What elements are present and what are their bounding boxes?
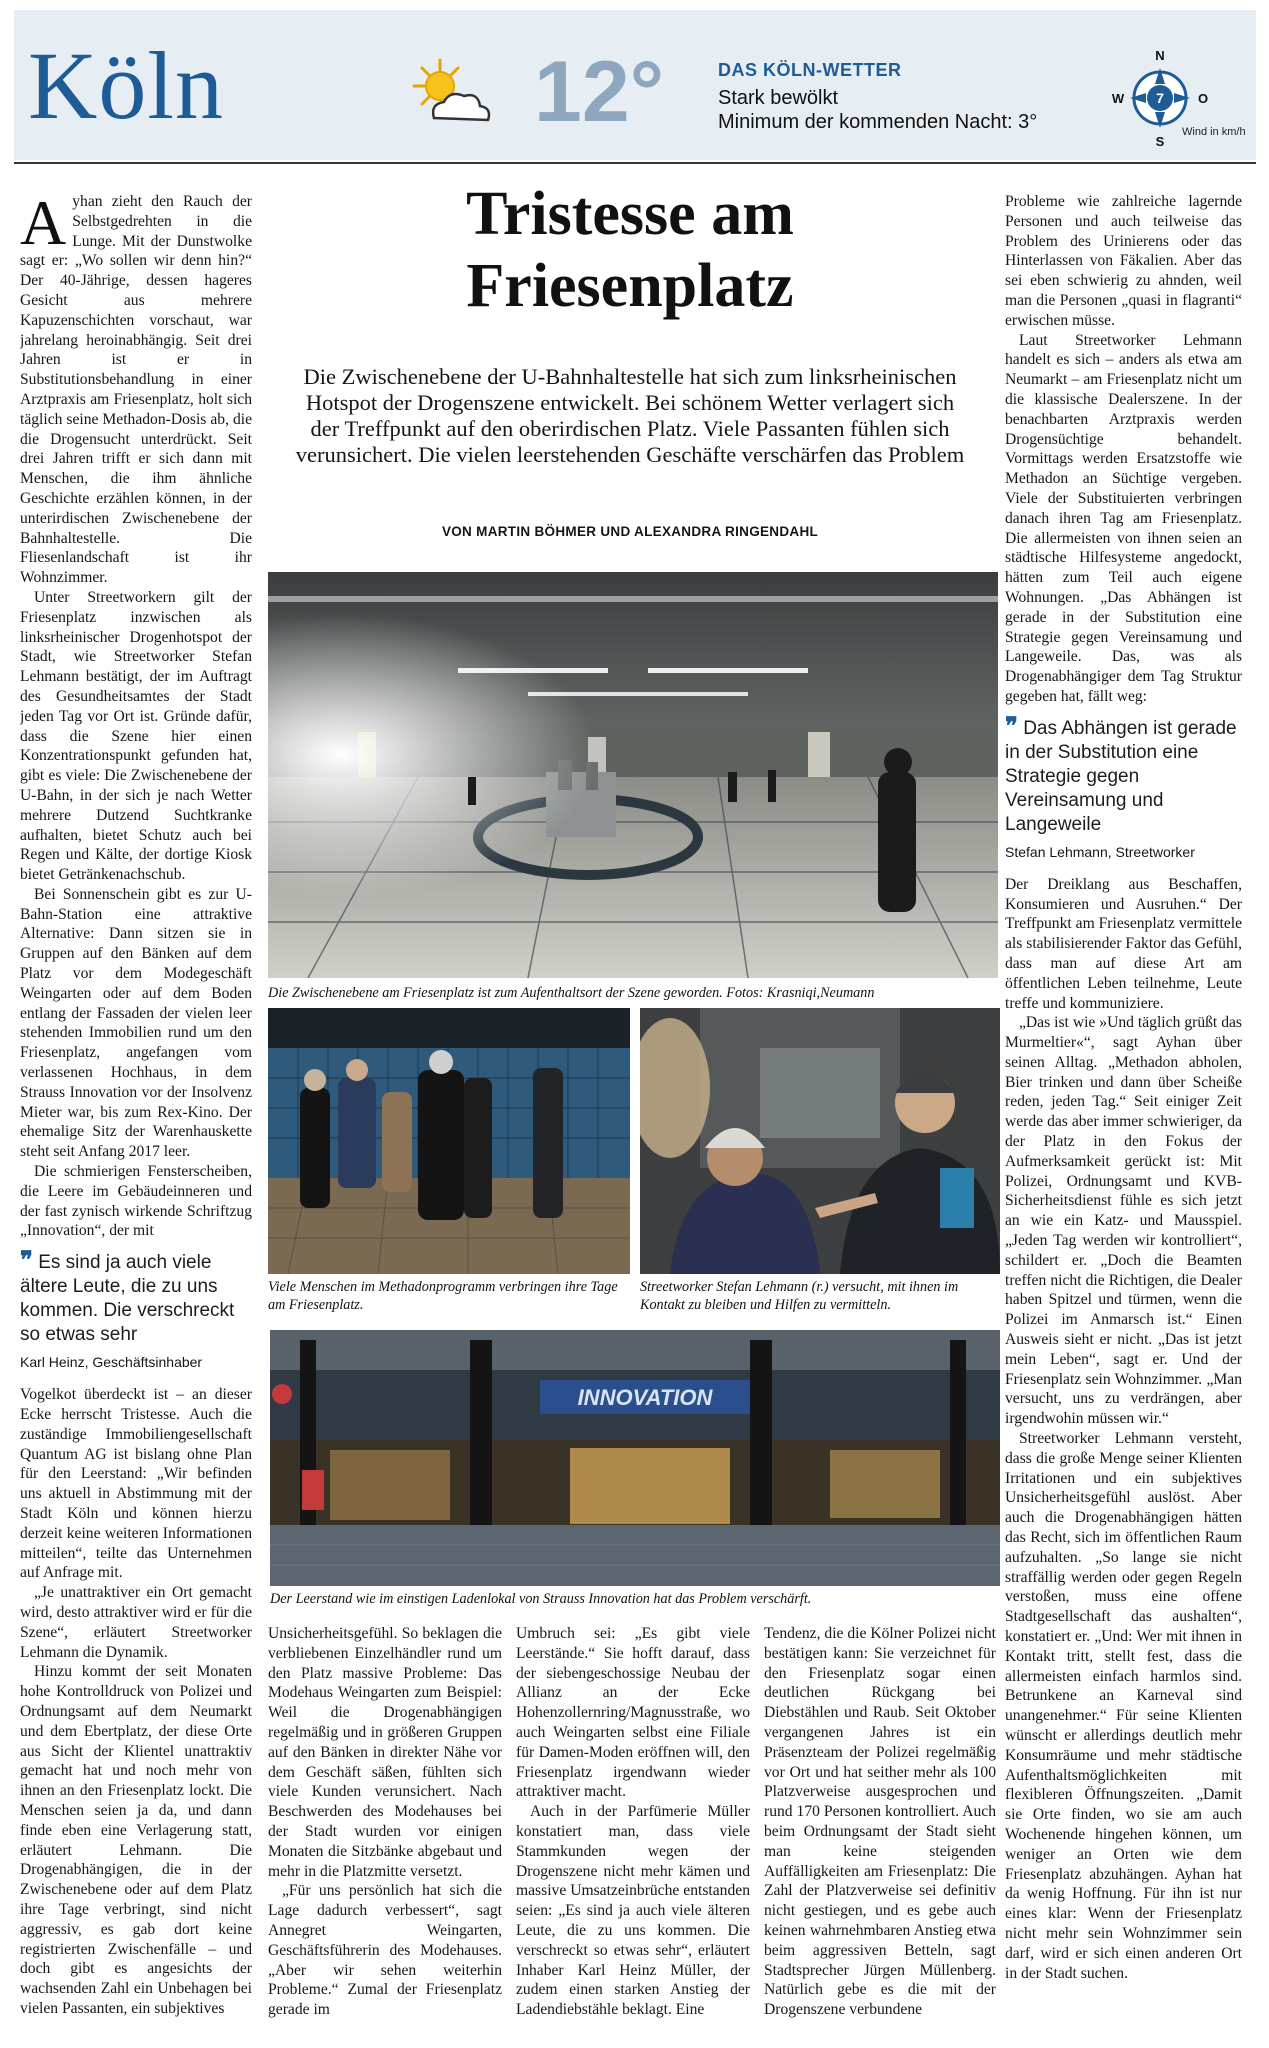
weather-header xyxy=(14,10,1256,160)
paragraph: Auch in der Parfümerie Müller konstatiert man, dass viele Stammkunden wegen der Drogenszene nicht mehr kämen und massive Umsatzeinbrüche entstanden seien: „Es sind ja auch viele älteren Leute, die zu uns kommen. Die verschreckt so etwas sehr“, erläutert Inhaber Karl Heinz Müller, der zudem einen starken Anstieg der Ladendiebstähle beklagt. Eine xyxy=(516,1803,750,2019)
night-minimum: Minimum der kommenden Nacht: 3° xyxy=(718,111,1038,133)
paragraph: „Je unattraktiver ein Ort gemacht wird, desto attraktiver wird er für die Szene“, erläutert Streetworker Lehmann die Dynamik. xyxy=(20,1584,252,1661)
pull-quote-source: Karl Heinz, Geschäftsinhaber xyxy=(20,1354,203,1371)
paragraph: Die schmierigen Fensterscheiben, die Leere im Gebäudeinneren und der fast zynisch wirkende Schriftzug „Innovation“, der mit xyxy=(20,1163,252,1240)
header-rule xyxy=(14,162,1256,164)
photo-caption-2: Viele Menschen im Methadonprogramm verbringen ihre Tage am Friesenplatz. xyxy=(268,1279,618,1313)
paragraph: Unsicherheitsgefühl. So beklagen die verbliebenen Einzelhändler rund um den Platz massive Probleme: Das Modehaus Weingarten zum Beispiel: Weil die Drogenabhängigen regelmäßig und in größeren Gruppen auf den Bänken in direkter Nähe vor dem Geschäft säßen, fühlten sich viele Kunden verunsichert. Nach Beschwerden des Modehauses bei der Stadt wurden vor einigen Monaten die Sitzbänke abgebaut und mehr in die Platzmitte versetzt. xyxy=(268,1625,502,1880)
section-title: Köln xyxy=(28,32,224,139)
article-column-2 xyxy=(1005,192,1242,2040)
compass-n: N xyxy=(1155,48,1165,63)
paragraph: Probleme wie zahlreiche lagernde Personen und auch teilweise das Problem des Urinierens oder das Hinterlassen von Fäkalien. Aber das sei eben schwierig zu ahnden, weil man die Personen „quasi in flagranti“ erwischen müsse. xyxy=(1005,193,1242,329)
pull-quote-text: Das Abhängen ist gerade in der Substitution eine Strategie gegen Vereinsamung und Langeweile xyxy=(1005,717,1237,835)
photo-group xyxy=(268,1008,630,1274)
wind-unit: Wind in km/h xyxy=(1182,126,1246,138)
paragraph: Streetworker Lehmann versteht, dass die große Menge seiner Klienten Irritationen und ein subjektives Unsicherheitsgefühl auslöst. Aber auch die Drogenabhängigen hätten das Recht, sich im öffentlichen Raum aufzuhalten. „So lange sie nicht straffällig werden oder gegen Regeln verstoßen, muss eine offene Stadtgesellschaft das aushalten“, konstatiert er. „Und: Wer mit ihnen in Kontakt tritt, stellt fest, dass die allermeisten einfach harmlos sind. Betrunkene an Karneval sind unangenehmer.“ Für seine Klienten wünscht er allerdings deutlich mehr Konsumräume und mehr städtische Aufenthaltsmöglichkeiten mit flexibleren Öffnungszeiten. „Damit sie Orte finden, wo sie am auch Wochenende hingehen können, um weniger an Orten wie dem Friesenplatz abzuhängen. Ayhan hat da wenig Hoffnung. Für ihn ist nur eines klar: Wenn der Friesenplatz nicht mehr sein Wohnzimmer sein darf, wird er sich einen anderen Ort in der Stadt suchen. xyxy=(1005,1430,1242,1982)
drop-cap: A xyxy=(20,192,67,258)
paragraph: Tendenz, die die Kölner Polizei nicht bestätigen kann: Sie verzeichnet für den Friesenplatz sogar einen deutlichen Rückgang bei Diebstählen und Raub. Seit Oktober vergangenen Jahres ist ein Präsenzteam der Polizei regelmäßig vor Ort und hat seither mehr als 100 Platzverweise ausgesprochen und rund 170 Personen kontrolliert. Auch beim Ordnungsamt der Stadt sieht man keine steigenden Auffälligkeiten am Friesenplatz: Die Zahl der Platzverweise sei definitiv nicht gestiegen, und es gebe auch keinen wahrnehmbaren Anstieg etwa beim aggressiven Betteln, sagt Stadtsprecher Jürgen Müllenberg. Natürlich gebe es die mit der Drogenszene verbundene xyxy=(764,1625,996,2019)
article-column-5 xyxy=(764,1624,996,2040)
pull-quote-text: Es sind ja auch viele ältere Leute, die zu uns kommen. Die verschreckt so etwas sehr xyxy=(20,1252,235,1346)
paragraph: Der Dreiklang aus Beschaffen, Konsumieren und Ausruhen.“ Der Treffpunkt am Friesenplatz vermittele als stabilisierender Faktor das Gefühl, dass man auf diese Art am öffentlichen Leben teilnehme, Leute treffe und kommuniziere. xyxy=(1005,875,1242,1012)
article-headline xyxy=(268,178,992,322)
photo-caption-3: Streetworker Stefan Lehmann (r.) versucht, mit ihnen im Kontakt zu bleiben und Hilfen zu vermitteln. xyxy=(640,1279,959,1313)
pull-quote xyxy=(1005,715,1242,837)
photo-zwischenebene xyxy=(268,572,998,978)
pull-quote xyxy=(20,1249,252,1347)
photo-caption-1: Die Zwischenebene am Friesenplatz ist zum Aufenthaltsort der Szene geworden. Fotos: Krasniqi,Neumann xyxy=(268,985,875,1001)
photo-caption-4: Der Leerstand wie im einstigen Ladenlokal von Strauss Innovation hat das Problem verschärft. xyxy=(270,1591,812,1607)
paragraph xyxy=(20,192,252,588)
temperature: 12° xyxy=(534,44,665,140)
headline-line-1: Tristesse am xyxy=(466,180,794,248)
paragraph: Vogelkot überdeckt ist – an dieser Ecke herrscht Tristesse. Auch die zuständige Immobiliengesellschaft Quantum AG ist bislang ohne Plan für den Leerstand: „Wir befinden uns aktuell in Abstimmung mit der Stadt Köln und können hierzu derzeit keine weiteren Informationen mitteilen“, teilte das Unternehmen auf Anfrage mit. xyxy=(20,1386,252,1582)
photo-storefront xyxy=(270,1330,1000,1586)
quote-mark-icon: ❞ xyxy=(20,1248,33,1275)
quote-mark-icon: ❞ xyxy=(1005,713,1018,740)
wind-speed: 7 xyxy=(1156,90,1164,106)
byline: VON MARTIN BÖHMER UND ALEXANDRA RINGENDAHL xyxy=(441,524,819,539)
weather-title: DAS KÖLN-WETTER xyxy=(718,60,902,80)
paragraph-text: yhan zieht den Rauch der Selbstgedrehten in die Lunge. Mit der Dunstwolke sagt er: „Wo sollen wir denn hin?“ Der 40-Jährige, dessen hageres Gesicht aus mehrere Kapuzenschichten vorschaut, war jahrelang heroinabhängig. Seit drei Jahren ist er in Substitutionsbehandlung in einer Arztpraxis am Friesenplatz, holt sich täglich seine Methadon-Dosis ab, die die Drogensucht unterdrückt. Seit drei Jahren trifft er sich dann mit Menschen, die ihm ähnliche Geschichte erzählen können, in der unterirdischen Zwischenebene der Bahnhaltestelle. Die Fliesenlandschaft ist ihr Wohnzimmer. xyxy=(20,193,252,587)
compass-s: S xyxy=(1155,134,1165,148)
article-column-1 xyxy=(20,192,252,2040)
article-column-3 xyxy=(268,1624,502,2040)
sun-cloud-icon xyxy=(400,56,494,134)
paragraph: Hinzu kommt der seit Monaten hohe Kontrolldruck von Polizei und Ordnungsamt auf dem Neumarkt und dem Ebertplatz, der diese Orte aus Sicht der Klientel unattraktiv gemacht hat und noch mehr von ihnen an den Friesenplatz lockt. Die Menschen seien ja da, und dann finde eben eine Verlagerung statt, erläutert Lehmann. Die Drogenabhängigen, die in der Zwischenebene oder auf dem Platz ihre Tage verbringt, sind nicht aggressiv, es gab dort keine registrierten Zwischenfälle – und doch gibt es angesichts der wachsenden Zahl ein Unbehagen bei vielen Passanten, ein subjektives xyxy=(20,1663,252,2017)
compass-w: W xyxy=(1111,91,1125,106)
compass-o: O xyxy=(1197,91,1209,106)
paragraph: Laut Streetworker Lehmann handelt es sich – anders als etwa am Neumarkt – am Friesenplatz nicht um die klassische Dealerszene. In der benachbarten Arztpraxis werden Drogensüchtige behandelt. Vormittags werden Ersatzstoffe wie Methadon an Süchtige vergeben. Viele der Substituierten verbringen danach ihren Tag am Friesenplatz. Die allermeisten von ihnen seien an städtische Hilfesysteme angedockt, hätten zum Teil auch eigene Wohnungen. „Das Abhängen ist gerade in der Substitution eine Strategie gegen Vereinsamung und Langeweile. Das, was als Drogenabhängiger dem Tag Struktur gegeben hat, fällt weg: xyxy=(1005,331,1242,705)
paragraph: „Das ist wie »Und täglich grüßt das Murmeltier«“, sagt Ayhan über seinen Alltag. „Methadon abholen, Bier trinken und dann über Scheiße reden, jeden Tag.“ Seit einiger Zeit werde das aber immer schwieriger, da der Platz in den Fokus der Aufmerksamkeit gerückt ist: Mit Polizei, Ordnungsamt und KVB-Sicherheitsdienst fühle es sich jetzt an wie ein Katz- und Mausspiel. „Jeden Tag werden wir kontrolliert“, schildert er. „Doch die Beamten treffen nicht die Richtigen, die Dealer haben Spitzel und türmen, wenn die Polizei im Anmarsch ist.“ Einen Ausweis sieht er nicht. „Das ist jetzt mein Leben“, sagt er. Und der Friesenplatz sein Wohnzimmer. „Man versucht, uns zu verdrängen, aber irgendwohin müssen wir.“ xyxy=(1005,1014,1242,1428)
headline-line-2: Friesenplatz xyxy=(466,252,794,320)
paragraph: „Für uns persönlich hat sich die Lage dadurch verbessert“, sagt Annegret Weingarten, Geschäftsführerin des Modehauses. „Aber wir sehen weiterhin Probleme.“ Zumal der Friesenplatz gerade im xyxy=(268,1882,502,2019)
article-column-4 xyxy=(516,1624,750,2040)
weather-condition: Stark bewölkt xyxy=(718,87,839,109)
paragraph: Umbruch sei: „Es gibt viele Leerstände.“ Sie hofft darauf, dass der siebengeschossige Neubau der Allianz an der Ecke Hohenzollernring/Magnusstraße, wo auch Weingarten selbst eine Filiale für Damen-Moden eröffnen will, den Friesenplatz irgendwann wieder attraktiver macht. xyxy=(516,1625,750,1801)
article-deck: Die Zwischenebene der U-Bahnhaltestelle hat sich zum linksrheinischen Hotspot der Drogenszene entwickelt. Bei schönem Wetter verlagert sich der Treffpunkt auf den oberirdischen Platz. Viele Passanten fühlen sich verunsichert. Die vielen leerstehenden Geschäfte verschärfen das Problem xyxy=(295,364,965,467)
paragraph: Bei Sonnenschein gibt es zur U-Bahn-Station eine attraktive Alternative: Dann sitzen sie in Gruppen auf den Bänken auf dem Platz vor dem Modegeschäft Weingarten oder auf dem Boden entlang der Fassaden der vielen leer stehenden Immobilien rund um den Friesenplatz, angefangen vom verlassenen Hochhaus, in dem Strauss Innovation vor der Insolvenz Mieter war, bis zum Rex-Kino. Der ehemalige Sitz der Warenhauskette steht seit Anfang 2017 leer. xyxy=(20,885,252,1161)
paragraph: Unter Streetworkern gilt der Friesenplatz inzwischen als linksrheinischer Drogenhotspot der Stadt, wie Streetworker Stefan Lehmann bestätigt, der im Auftragt des Gesundheitsamtes der Stadt jeden Tag vor Ort ist. Gründe dafür, dass die Szene hier einen Konzentrationspunkt gefunden hat, gibt es viele: Die Zwischenebene der U-Bahn, in der sich je nach Wetter mehrere Dutzend Suchtkranke aufhalten, bietet Schutz auch bei Regen und Kälte, der dortige Kiosk bietet Getränkenachschub. xyxy=(20,588,252,884)
storefront-sign: INNOVATION xyxy=(577,1385,713,1410)
photo-streetworker xyxy=(640,1008,1000,1274)
pull-quote-source: Stefan Lehmann, Streetworker xyxy=(1005,843,1195,860)
